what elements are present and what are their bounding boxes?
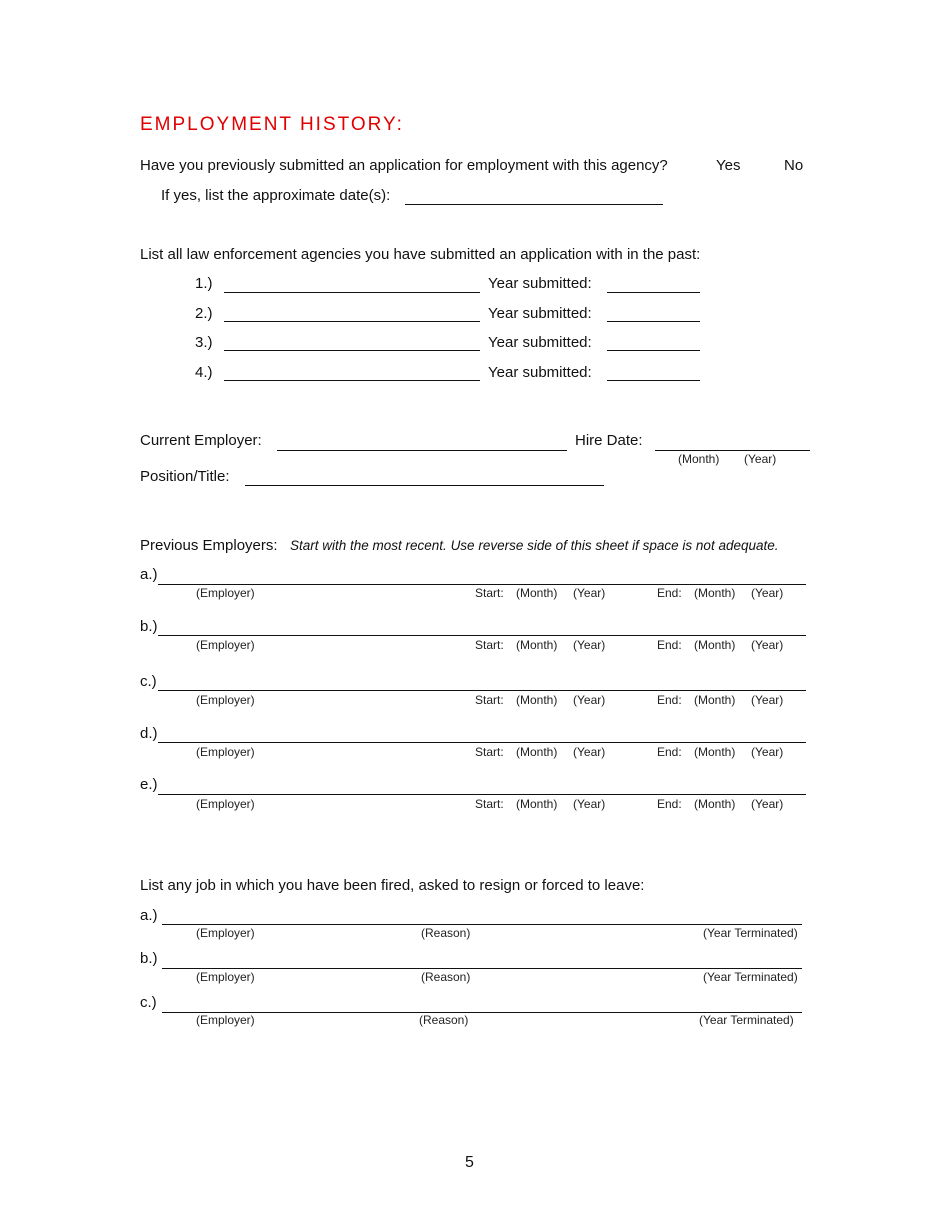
start-year-caption: (Year) — [573, 693, 606, 707]
start-year-caption: (Year) — [573, 586, 606, 600]
year-submitted-field[interactable] — [607, 292, 700, 293]
start-caption: Start: — [475, 745, 504, 759]
hire-year-caption: (Year) — [744, 452, 777, 466]
hire-date-field[interactable] — [655, 450, 810, 451]
end-year-caption: (Year) — [751, 745, 784, 759]
fired-job-field[interactable] — [162, 968, 802, 969]
agency-name-field[interactable] — [224, 321, 480, 322]
hire-date-label: Hire Date: — [575, 432, 643, 449]
prev-employer-field[interactable] — [158, 584, 806, 585]
end-month-caption: (Month) — [694, 693, 736, 707]
prev-employer-field[interactable] — [158, 794, 806, 795]
fired-employer-caption: (Employer) — [196, 1013, 255, 1027]
fired-employer-caption: (Employer) — [196, 926, 255, 940]
agency-row-number: 1.) — [195, 275, 213, 292]
prev-app-date-label: If yes, list the approximate date(s): — [161, 187, 391, 204]
fired-row-letter: b.) — [140, 950, 158, 967]
employer-caption: (Employer) — [196, 586, 255, 600]
fired-year-caption: (Year Terminated) — [703, 970, 798, 984]
hire-month-caption: (Month) — [678, 452, 720, 466]
prev-app-date-field[interactable] — [405, 204, 663, 205]
end-month-caption: (Month) — [694, 797, 736, 811]
agencies-intro: List all law enforcement agencies you have submitted an application with in the past: — [140, 246, 701, 263]
start-month-caption: (Month) — [516, 586, 558, 600]
start-caption: Start: — [475, 638, 504, 652]
end-month-caption: (Month) — [694, 638, 736, 652]
prev-employer-field[interactable] — [158, 742, 806, 743]
fired-reason-caption: (Reason) — [421, 926, 471, 940]
fired-employer-caption: (Employer) — [196, 970, 255, 984]
fired-row-letter: c.) — [140, 994, 157, 1011]
year-submitted-label: Year submitted: — [488, 364, 592, 381]
fired-reason-caption: (Reason) — [421, 970, 471, 984]
agency-row-number: 2.) — [195, 305, 213, 322]
no-option[interactable]: No — [784, 157, 804, 174]
prev-employer-field[interactable] — [158, 690, 806, 691]
fired-intro: List any job in which you have been fired, asked to resign or forced to leave: — [140, 877, 645, 894]
start-year-caption: (Year) — [573, 745, 606, 759]
start-caption: Start: — [475, 693, 504, 707]
year-submitted-label: Year submitted: — [488, 334, 592, 351]
end-year-caption: (Year) — [751, 693, 784, 707]
prev-employer-row-letter: d.) — [140, 725, 158, 742]
prev-employer-field[interactable] — [158, 635, 806, 636]
start-month-caption: (Month) — [516, 638, 558, 652]
previous-employers-note: Start with the most recent. Use reverse side of this sheet if space is not adequate. — [290, 538, 779, 553]
prev-app-question: Have you previously submitted an application for employment with this agency? — [140, 157, 668, 174]
end-year-caption: (Year) — [751, 638, 784, 652]
fired-year-caption: (Year Terminated) — [699, 1013, 794, 1027]
employer-caption: (Employer) — [196, 638, 255, 652]
employer-caption: (Employer) — [196, 797, 255, 811]
agency-name-field[interactable] — [224, 380, 480, 381]
current-employer-label: Current Employer: — [140, 432, 262, 449]
employer-caption: (Employer) — [196, 693, 255, 707]
employer-caption: (Employer) — [196, 745, 255, 759]
prev-employer-row-letter: e.) — [140, 776, 158, 793]
start-month-caption: (Month) — [516, 693, 558, 707]
position-title-label: Position/Title: — [140, 468, 230, 485]
year-submitted-label: Year submitted: — [488, 305, 592, 322]
start-caption: Start: — [475, 797, 504, 811]
fired-reason-caption: (Reason) — [419, 1013, 469, 1027]
fired-row-letter: a.) — [140, 907, 158, 924]
prev-employer-row-letter: b.) — [140, 618, 158, 635]
start-month-caption: (Month) — [516, 745, 558, 759]
end-caption: End: — [657, 638, 682, 652]
yes-option[interactable]: Yes — [716, 157, 741, 174]
agency-name-field[interactable] — [224, 350, 480, 351]
start-year-caption: (Year) — [573, 638, 606, 652]
start-year-caption: (Year) — [573, 797, 606, 811]
section-title: EMPLOYMENT HISTORY: — [140, 114, 404, 135]
end-caption: End: — [657, 693, 682, 707]
end-caption: End: — [657, 797, 682, 811]
agency-row-number: 3.) — [195, 334, 213, 351]
year-submitted-field[interactable] — [607, 321, 700, 322]
previous-employers-label: Previous Employers: — [140, 537, 278, 554]
end-year-caption: (Year) — [751, 797, 784, 811]
agency-name-field[interactable] — [224, 292, 480, 293]
start-caption: Start: — [475, 586, 504, 600]
end-caption: End: — [657, 586, 682, 600]
year-submitted-field[interactable] — [607, 350, 700, 351]
end-month-caption: (Month) — [694, 586, 736, 600]
prev-employer-row-letter: a.) — [140, 566, 158, 583]
page-number: 5 — [465, 1154, 474, 1171]
end-caption: End: — [657, 745, 682, 759]
year-submitted-field[interactable] — [607, 380, 700, 381]
fired-job-field[interactable] — [162, 924, 802, 925]
prev-employer-row-letter: c.) — [140, 673, 157, 690]
current-employer-field[interactable] — [277, 450, 567, 451]
agency-row-number: 4.) — [195, 364, 213, 381]
fired-year-caption: (Year Terminated) — [703, 926, 798, 940]
end-year-caption: (Year) — [751, 586, 784, 600]
end-month-caption: (Month) — [694, 745, 736, 759]
start-month-caption: (Month) — [516, 797, 558, 811]
year-submitted-label: Year submitted: — [488, 275, 592, 292]
position-title-field[interactable] — [245, 485, 604, 486]
